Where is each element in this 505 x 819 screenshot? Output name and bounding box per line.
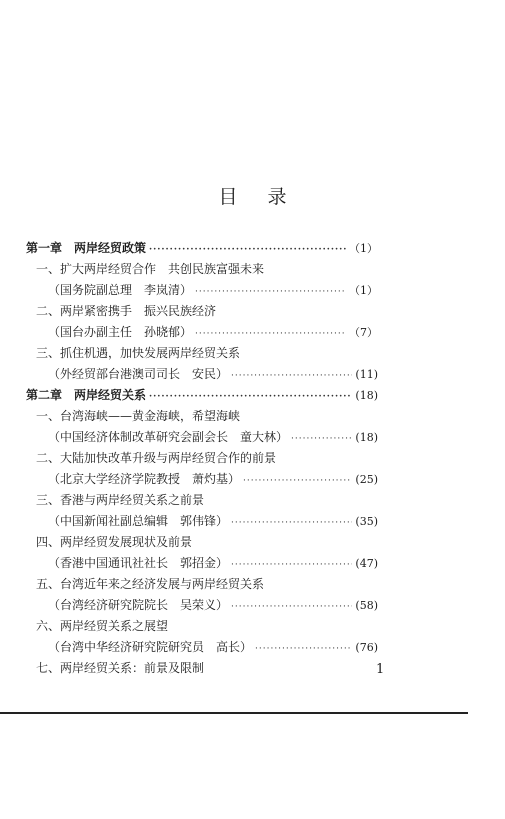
dot-leader <box>231 597 352 615</box>
toc-page-ref: (18) <box>355 431 378 444</box>
toc-entry-text: （国台办副主任 孙晓郁） <box>48 325 193 339</box>
toc-section-title[interactable]: 二、大陆加快改革升级与两岸经贸合作的前景 <box>36 451 277 465</box>
toc-entry-text: 第一章 两岸经贸政策 <box>26 241 147 255</box>
toc-entry-text: 第二章 两岸经贸关系 <box>26 388 147 402</box>
page-title: 目录 <box>218 186 317 208</box>
toc-section-title[interactable]: 四、两岸经贸发展现状及前景 <box>36 535 193 549</box>
toc-entry-text: （中国经济体制改革研究会副会长 童大林） <box>48 430 289 444</box>
dot-leader <box>195 324 346 342</box>
toc-page-ref: (25) <box>355 473 378 486</box>
toc-page-ref: (11) <box>355 368 378 381</box>
toc-section-title[interactable]: 一、台湾海峡——黄金海峡，希望海峡 <box>36 409 241 423</box>
toc-entry-text: （台湾经济研究院院长 吴荣义） <box>48 598 229 612</box>
toc-author-line[interactable] <box>48 322 378 342</box>
toc-chapter-1[interactable] <box>26 238 378 258</box>
toc-section-title[interactable]: 三、抓住机遇，加快发展两岸经贸关系 <box>36 346 241 360</box>
toc-chapter-2[interactable] <box>26 385 378 405</box>
toc-page-ref: (18) <box>355 389 378 402</box>
dot-leader <box>231 555 352 573</box>
dot-leader <box>255 639 352 657</box>
toc-page-ref: (58) <box>355 599 378 612</box>
bottom-rule-divider <box>0 712 468 714</box>
toc-section-title[interactable]: 一、扩大两岸经贸合作 共创民族富强未来 <box>36 262 265 276</box>
toc-entry-text: （国务院副总理 李岚清） <box>48 283 193 297</box>
toc-section-title[interactable]: 三、香港与两岸经贸关系之前景 <box>36 493 205 507</box>
page-number: 1 <box>376 662 385 677</box>
dot-leader <box>149 240 346 258</box>
dot-leader <box>231 366 352 384</box>
toc-section-title[interactable]: 五、台湾近年来之经济发展与两岸经贸关系 <box>36 577 265 591</box>
toc-section-title[interactable]: 二、两岸紧密携手 振兴民族经济 <box>36 304 217 318</box>
toc-author-line[interactable] <box>48 511 378 531</box>
toc-section-title[interactable]: 七、两岸经贸关系：前景及限制 <box>36 661 205 675</box>
dot-leader <box>231 513 352 531</box>
toc-author-line[interactable] <box>48 595 378 615</box>
toc-author-line[interactable] <box>48 637 378 657</box>
toc-section-title[interactable]: 六、两岸经贸关系之展望 <box>36 619 169 633</box>
toc-author-line[interactable] <box>48 364 378 384</box>
toc-page-ref: (76) <box>355 641 378 654</box>
toc-page-ref: （7） <box>349 326 378 339</box>
dot-leader <box>195 282 346 300</box>
toc-page-ref: （1） <box>349 242 378 255</box>
toc-author-line[interactable] <box>48 553 378 573</box>
toc-entry-text: （北京大学经济学院教授 萧灼基） <box>48 472 241 486</box>
toc-entry-text: （香港中国通讯社社长 郭招金） <box>48 556 229 570</box>
dot-leader <box>243 471 352 489</box>
toc-author-line[interactable] <box>48 469 378 489</box>
dot-leader <box>149 387 352 405</box>
toc-entry-text: （外经贸部台港澳司司长 安民） <box>48 367 229 381</box>
toc-entry-text: （台湾中华经济研究院研究员 高长） <box>48 640 253 654</box>
dot-leader <box>291 429 352 447</box>
toc-page-ref: (47) <box>355 557 378 570</box>
toc-page-ref: (35) <box>355 515 378 528</box>
toc-author-line[interactable] <box>48 427 378 447</box>
toc-entry-text: （中国新闻社副总编辑 郭伟锋） <box>48 514 229 528</box>
toc-page-ref: （1） <box>349 284 378 297</box>
toc-author-line[interactable] <box>48 280 378 300</box>
